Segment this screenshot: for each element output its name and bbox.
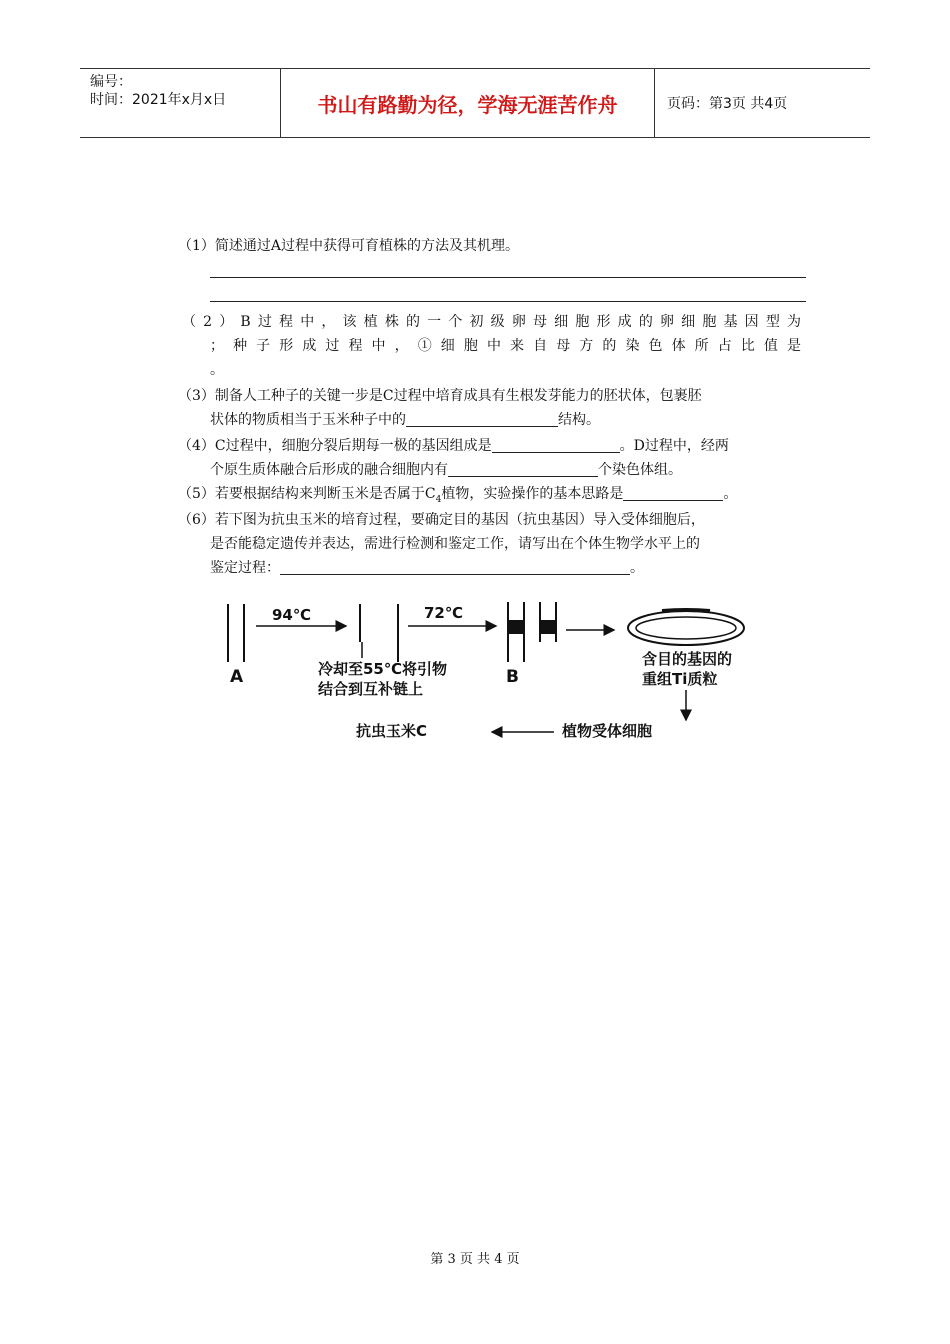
q4-text-c: 个原生质体融合后形成的融合细胞内有 — [210, 462, 448, 478]
label-94c: 94℃ — [272, 606, 312, 624]
q4-text-d: 个染色体组。 — [598, 462, 682, 478]
question-6-line-2: 是否能稳定遗传并表达，需进行检测和鉴定工作，请写出在个体生物学水平上的 — [210, 536, 700, 552]
question-6-line-3 — [210, 556, 806, 580]
q4-blank-1 — [492, 436, 620, 453]
question-1: （1）简述通过A过程中获得可育植株的方法及其机理。 — [178, 238, 520, 254]
label-corn-c: 抗虫玉米C — [356, 722, 428, 740]
header-meta — [80, 69, 281, 137]
q3-text-b: 结构。 — [558, 412, 600, 428]
label-plasmid-line1: 含目的基因的 — [642, 650, 733, 668]
question-3-line-2 — [210, 408, 806, 432]
q4-text-b: 。D过程中，经两 — [619, 438, 729, 454]
question-2-line-2: ；种子形成过程中，①细胞中来自母方的染色体所占比值是 — [210, 338, 806, 354]
plasmid-insert — [662, 610, 710, 611]
q4-blank-2 — [448, 460, 598, 477]
gene-block-1 — [508, 620, 524, 634]
q6-blank — [280, 558, 630, 575]
label-cool-line1: 冷却至55℃将引物 — [318, 660, 448, 678]
q6-text-a: 鉴定过程： — [210, 560, 280, 576]
label-b: B — [506, 667, 519, 687]
q3-blank — [406, 410, 558, 427]
answer-line-1 — [210, 277, 806, 278]
question-4-line-1 — [178, 434, 806, 458]
plasmid-outer-ring — [628, 611, 744, 645]
q3-text-a: 状体的物质相当于玉米种子中的 — [210, 412, 406, 428]
q5-text-c: 。 — [723, 486, 738, 502]
question-4-line-2 — [210, 458, 806, 482]
gene-block-2 — [540, 620, 556, 634]
question-6-line-1: （6）若下图为抗虫玉米的培育过程，要确定目的基因（抗虫基因）导入受体细胞后， — [178, 512, 705, 528]
time-label: 时间：2021年x月x日 — [90, 92, 227, 108]
label-a: A — [230, 667, 244, 687]
question-2-line-3: 。 — [210, 362, 224, 378]
label-plant-cell: 植物受体细胞 — [562, 722, 653, 740]
q5-text-a: （5）若要根据结构来判断玉米是否属于C — [178, 486, 436, 502]
document-header — [80, 68, 870, 138]
page-footer: 第 3 页 共 4 页 — [430, 1252, 520, 1267]
answer-line-2 — [210, 301, 806, 302]
q4-text-a: （4）C过程中，细胞分裂后期每一极的基因组成是 — [178, 438, 492, 454]
q6-text-b: 。 — [630, 560, 644, 576]
question-3-line-1: （3）制备人工种子的关键一步是C过程中培育成具有生根发芽能力的胚状体，包裹胚 — [178, 388, 702, 404]
q5-text-b: 植物，实验操作的基本思路是 — [441, 486, 624, 502]
q5-blank — [623, 484, 723, 501]
header-page-info: 页码：第3页 共4页 — [667, 96, 788, 112]
question-2-line-1: （2）B过程中，该植株的一个初级卵母细胞形成的卵细胞基因型为 — [182, 314, 806, 330]
q5-subscript: 4 — [435, 494, 442, 505]
header-motto: 书山有路勤为径，学海无涯苦作舟 — [281, 69, 655, 137]
label-cool-line2: 结合到互补链上 — [318, 680, 424, 698]
label-72c: 72℃ — [424, 604, 464, 622]
pcr-process-diagram — [210, 596, 770, 756]
label-plasmid-line2: 重组Ti质粒 — [642, 670, 718, 688]
number-label: 编号： — [90, 74, 132, 90]
plasmid-inner-ring — [636, 617, 736, 639]
